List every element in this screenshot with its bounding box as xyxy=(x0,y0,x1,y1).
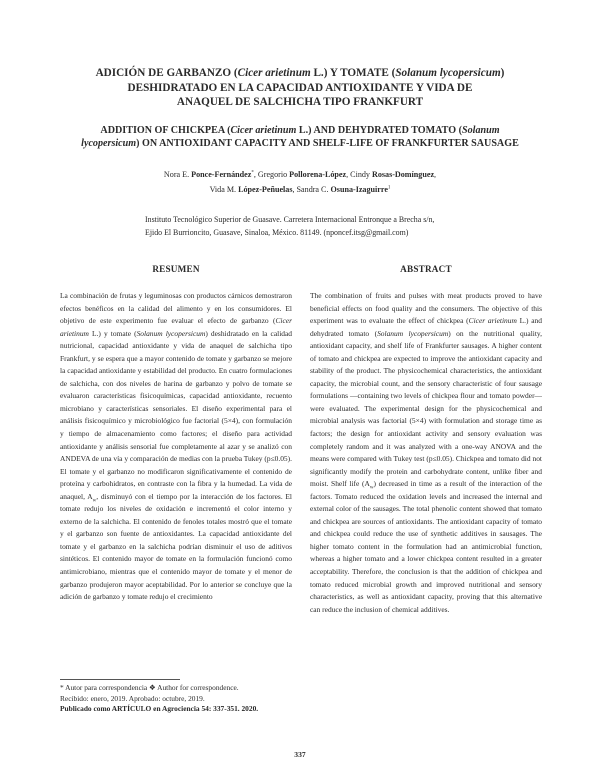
page-number: 337 xyxy=(294,750,306,759)
resumen-body xyxy=(60,290,292,604)
spanish-title-line-3: ANAQUEL DE SALCHICHA TIPO FRANKFURT xyxy=(176,96,424,108)
publication-note: Publicado como ARTÍCULO en Agrociencia 54: 337-351. 2020. xyxy=(60,704,259,714)
resumen-heading: RESUMEN xyxy=(152,264,200,274)
abstract-heading: ABSTRACT xyxy=(400,264,452,274)
footnote-divider xyxy=(60,679,180,680)
spanish-title-line-2: DESHIDRATADO EN LA CAPACIDAD ANTIOXIDANTE Y VIDA DE xyxy=(127,81,473,94)
affiliation xyxy=(145,214,565,239)
english-title-line-1: ADDITION OF CHICKPEA (Cicer arietinum L.) AND DEHYDRATED TOMATO (Solanum xyxy=(100,125,500,136)
received-note: Recibido: enero, 2019. Aprobado: octubre, 2019. xyxy=(60,693,205,703)
abstract-body xyxy=(310,290,542,616)
affiliation-line-2: Ejido El Burrioncito, Guasave, Sinaloa, México. 81149. (nponcef.itsg@gmail.com) xyxy=(145,227,409,237)
spanish-title-line-1: ADICIÓN DE GARBANZO (Cicer arietinum L.) Y TOMATE (Solanum lycopersicum) xyxy=(95,67,505,79)
resumen-paragraph: La combinación de frutas y leguminosas con productos cárnicos demostraron efectos benéficos en la calidad del alimento y en los consumidores. El objetivo de este experimento fue evaluar el efecto de garbanzo (Cicer arietinum L.) y tomate (Solanum lycopersicum) deshidratado en la calidad nutricional, capacidad antioxidante y vida de anaquel de salchicha tipo Frankfurt, y se espera que a mayor contenido de tomate y garbanzo se mejore la capacidad antioxidante y estabilidad del producto. En cuatro formulaciones de salchicha, con dos niveles de harina de garbanzo y polvo de tomate se evaluaron características fisicoquímicas, capacidad antioxidante, recuento microbiano y características sensoriales. El diseño experimental para el análisis fisicoquímico y microbiológico fue factorial (5×4), con formulación y tiempo de almacenamiento como factores; el diseño para actividad antioxidante y análisis sensorial fue completamente al azar y se analizó con ANDEVA de una vía y comparación de medias con la prueba Tukey (p≤0.05). El tomate y el garbanzo no modificaron significativamente el contenido de proteína y carbohidratos, en contraste con la fibra y la humedad. La vida de anaquel, $A_w$, disminuyó con el tiempo por la interacción de los factores. El tomate redujo los niveles de oxidación e incrementó el color interno y externo de la salchicha. El contenido de fenoles totales mostró que el tomate y el garbanzo son fuente de antioxidantes. La capacidad antioxidante del tomate y el garbanzo en la salchicha podrían disminuir el uso de aditivos sintéticos. El contenido mayor de tomate en la formulación funcionó como antimicrobiano, mientras que el contenido mayor de tomate y el menor de garbanzo produjeron mayor aceptabilidad. Por lo anterior se concluye que la adición de garbanzo y tomate redujo el crecimiento xyxy=(60,291,292,602)
author-line-2: Vida M. López-Peñuelas, Sandra C. Osuna-Izaguirre$^1$ xyxy=(209,185,391,194)
footnotes xyxy=(60,683,300,715)
author-list xyxy=(60,167,540,197)
abstract-paragraph: The combination of fruits and pulses with meat products proved to have beneficial effects on food quality and the consumers. The objective of this experiment was to evaluate the effect of chickpea (Cicer arietinum L.) and dehydrated tomato (Solanum lycopersicum) on the nutritional quality, antioxidant capacity, and shelf life of Frankfurter sausages. A higher content of tomato and chickpea are expected to improve the antioxidant capacity and stability of the product. The physicochemical characteristics, the antioxidant capacity, the microbial count, and the sensory characteristic of four sausage formulations —containing two levels of chickpea flour and tomato powder— were evaluated. The experimental design for the physicochemical and microbial analysis was factorial (5×4) with formulation and storage time as factors; the design for antioxidant activity and sensory evaluation was completely random and it was analyzed with a one-way ANOVA and the means were compared with Tukey test (p≤0.05). Chickpea and tomato did not significantly modify the protein and carbohydrate content, unlike fiber and moist. Shelf life $(A_w)$ decreased in time as a result of the interaction of the factors. Tomato reduced the oxidation levels and increased the internal and external color of the sausages. The total phenolic content showed that tomato and chickpea are sources of antioxidants. The antioxidant capacity of tomato and chickpea could reduce the use of synthetic additives in sausages. The higher tomato content in the formulation had an antimicrobial function, whereas a higher tomato and a lower chickpea content resulted in a greater acceptability. Therefore, the conclusion is that the addition of chickpea and tomato reduced microbial growth and improved nutritional and sensory characteristics, as well as antioxidant capacity, proving that this alternative can reduce the inclusion of chemical additives. xyxy=(310,291,542,614)
correspondence-note: * Autor para correspondencia ❖ Author for correspondence. xyxy=(60,683,239,692)
author-line-1: Nora E. Ponce-Fernández*, Gregorio Pollorena-López, Cindy Rosas-Domínguez, xyxy=(163,170,437,179)
affiliation-line-1: Instituto Tecnológico Superior de Guasave. Carretera Internacional Entronque a Brecha s/n, xyxy=(145,215,435,224)
english-title xyxy=(58,124,542,150)
english-title-line-2: lycopersicum) ON ANTIOXIDANT CAPACITY AND SHELF-LIFE OF FRANKFURTER SAUSAGE xyxy=(81,138,519,149)
spanish-title xyxy=(50,66,550,110)
